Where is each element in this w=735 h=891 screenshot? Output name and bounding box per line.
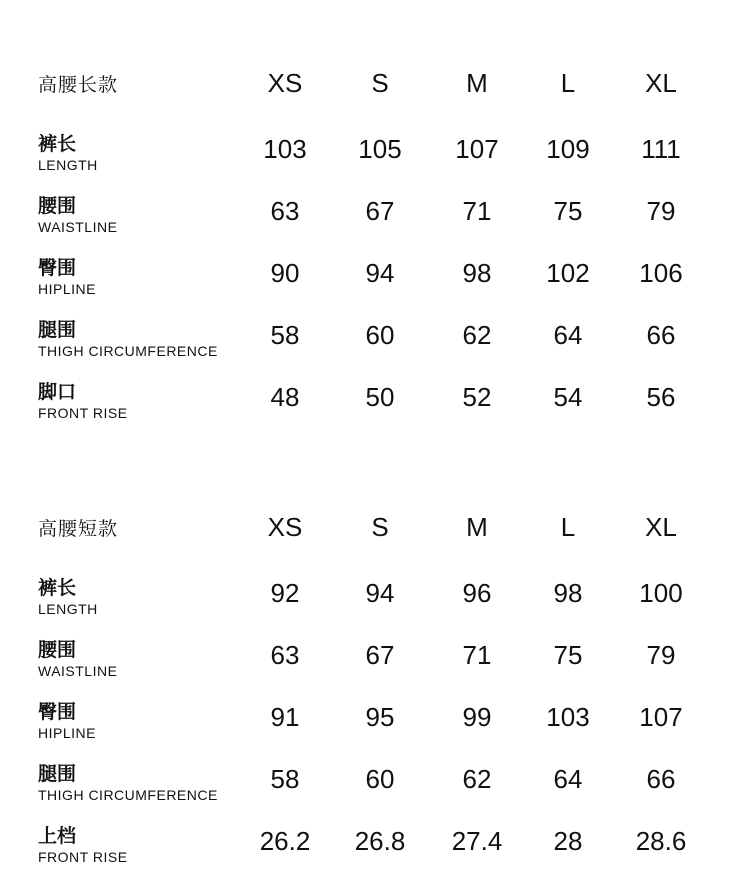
table-cell: 98 — [462, 258, 492, 288]
measurement-label-zh: 裤长 — [38, 578, 77, 599]
table-cell: 99 — [462, 702, 492, 732]
table-cell: 71 — [462, 640, 492, 670]
table-cell: 91 — [270, 702, 300, 732]
table-cell: 79 — [646, 196, 676, 226]
table-cell: 28 — [553, 826, 583, 856]
measurement-label — [38, 258, 96, 298]
table-cell: 63 — [270, 196, 300, 226]
size-header-l: L — [560, 68, 576, 98]
size-header-s: S — [371, 68, 389, 98]
table-cell: 96 — [462, 578, 492, 608]
measurement-label-en: WAISTLINE — [38, 663, 118, 679]
measurement-label-zh: 上档 — [38, 826, 77, 847]
measurement-label-zh: 腰围 — [38, 640, 77, 661]
table-cell: 64 — [553, 764, 583, 794]
measurement-label — [38, 764, 218, 804]
table-row — [0, 702, 735, 746]
table-header-row — [0, 512, 735, 542]
table-row — [0, 258, 735, 302]
measurement-label — [38, 320, 218, 360]
table-header-row — [0, 68, 735, 98]
table-cell: 48 — [270, 382, 300, 412]
table-cell: 100 — [639, 578, 683, 608]
measurement-label-en: LENGTH — [38, 601, 98, 617]
measurement-label-zh: 脚口 — [38, 382, 77, 403]
measurement-label-zh: 臀围 — [38, 702, 77, 723]
size-header-xl: XL — [645, 68, 677, 98]
table-title: 高腰短款 — [38, 519, 119, 540]
measurement-label — [38, 382, 128, 422]
table-row — [0, 320, 735, 364]
table-cell: 111 — [641, 134, 681, 164]
measurement-label-en: THIGH CIRCUMFERENCE — [38, 787, 218, 803]
table-row — [0, 196, 735, 240]
table-cell: 52 — [462, 382, 492, 412]
measurement-label — [38, 702, 96, 742]
table-title: 高腰长款 — [38, 75, 119, 96]
table-cell: 26.8 — [354, 826, 406, 856]
table-cell: 63 — [270, 640, 300, 670]
measurement-label-zh: 腿围 — [38, 320, 77, 341]
table-cell: 27.4 — [451, 826, 503, 856]
measurement-label-en: FRONT RISE — [38, 849, 128, 865]
table-cell: 94 — [365, 258, 395, 288]
measurement-label-en: THIGH CIRCUMFERENCE — [38, 343, 218, 359]
table-cell: 92 — [270, 578, 300, 608]
table-row — [0, 134, 735, 178]
size-header-m: M — [466, 512, 488, 542]
table-cell: 102 — [546, 258, 590, 288]
table-cell: 94 — [365, 578, 395, 608]
table-cell: 109 — [546, 134, 590, 164]
size-header-xl: XL — [645, 512, 677, 542]
measurement-label-en: LENGTH — [38, 157, 98, 173]
table-cell: 62 — [462, 764, 492, 794]
measurement-label — [38, 196, 117, 236]
table-cell: 58 — [270, 764, 300, 794]
table-cell: 62 — [462, 320, 492, 350]
table-cell: 26.2 — [259, 826, 311, 856]
size-header-s: S — [371, 512, 389, 542]
table-cell: 50 — [365, 382, 395, 412]
table-cell: 90 — [270, 258, 300, 288]
table-cell: 95 — [365, 702, 395, 732]
table-row — [0, 382, 735, 426]
table-cell: 67 — [365, 640, 395, 670]
table-cell: 56 — [646, 382, 676, 412]
table-row — [0, 764, 735, 808]
table-cell: 107 — [639, 702, 683, 732]
table-cell: 66 — [646, 320, 676, 350]
table-row — [0, 640, 735, 684]
table-cell: 98 — [553, 578, 583, 608]
table-cell: 58 — [270, 320, 300, 350]
measurement-label — [38, 134, 98, 174]
measurement-label — [38, 826, 128, 866]
table-cell: 106 — [639, 258, 683, 288]
table-cell: 64 — [553, 320, 583, 350]
size-header-xs: XS — [267, 68, 303, 98]
table-cell: 71 — [462, 196, 492, 226]
size-header-xs: XS — [267, 512, 303, 542]
table-cell: 60 — [365, 764, 395, 794]
measurement-label-zh: 腿围 — [38, 764, 77, 785]
measurement-label-zh: 裤长 — [38, 134, 77, 155]
table-cell: 28.6 — [635, 826, 687, 856]
table-cell: 60 — [365, 320, 395, 350]
measurement-label — [38, 578, 98, 618]
measurement-label-zh: 腰围 — [38, 196, 77, 217]
measurement-label-en: FRONT RISE — [38, 405, 128, 421]
table-row — [0, 826, 735, 870]
size-header-m: M — [466, 68, 488, 98]
table-cell: 79 — [646, 640, 676, 670]
table-cell: 54 — [553, 382, 583, 412]
measurement-label-en: WAISTLINE — [38, 219, 118, 235]
table-cell: 75 — [553, 196, 583, 226]
table-cell: 103 — [263, 134, 307, 164]
table-cell: 66 — [646, 764, 676, 794]
measurement-label — [38, 640, 117, 680]
table-cell: 75 — [553, 640, 583, 670]
measurement-label-zh: 臀围 — [38, 258, 77, 279]
table-row — [0, 578, 735, 622]
table-cell: 105 — [358, 134, 402, 164]
table-cell: 103 — [546, 702, 590, 732]
measurement-label-en: HIPLINE — [38, 725, 96, 741]
table-cell: 107 — [455, 134, 499, 164]
measurement-label-en: HIPLINE — [38, 281, 96, 297]
size-header-l: L — [560, 512, 576, 542]
table-cell: 67 — [365, 196, 395, 226]
